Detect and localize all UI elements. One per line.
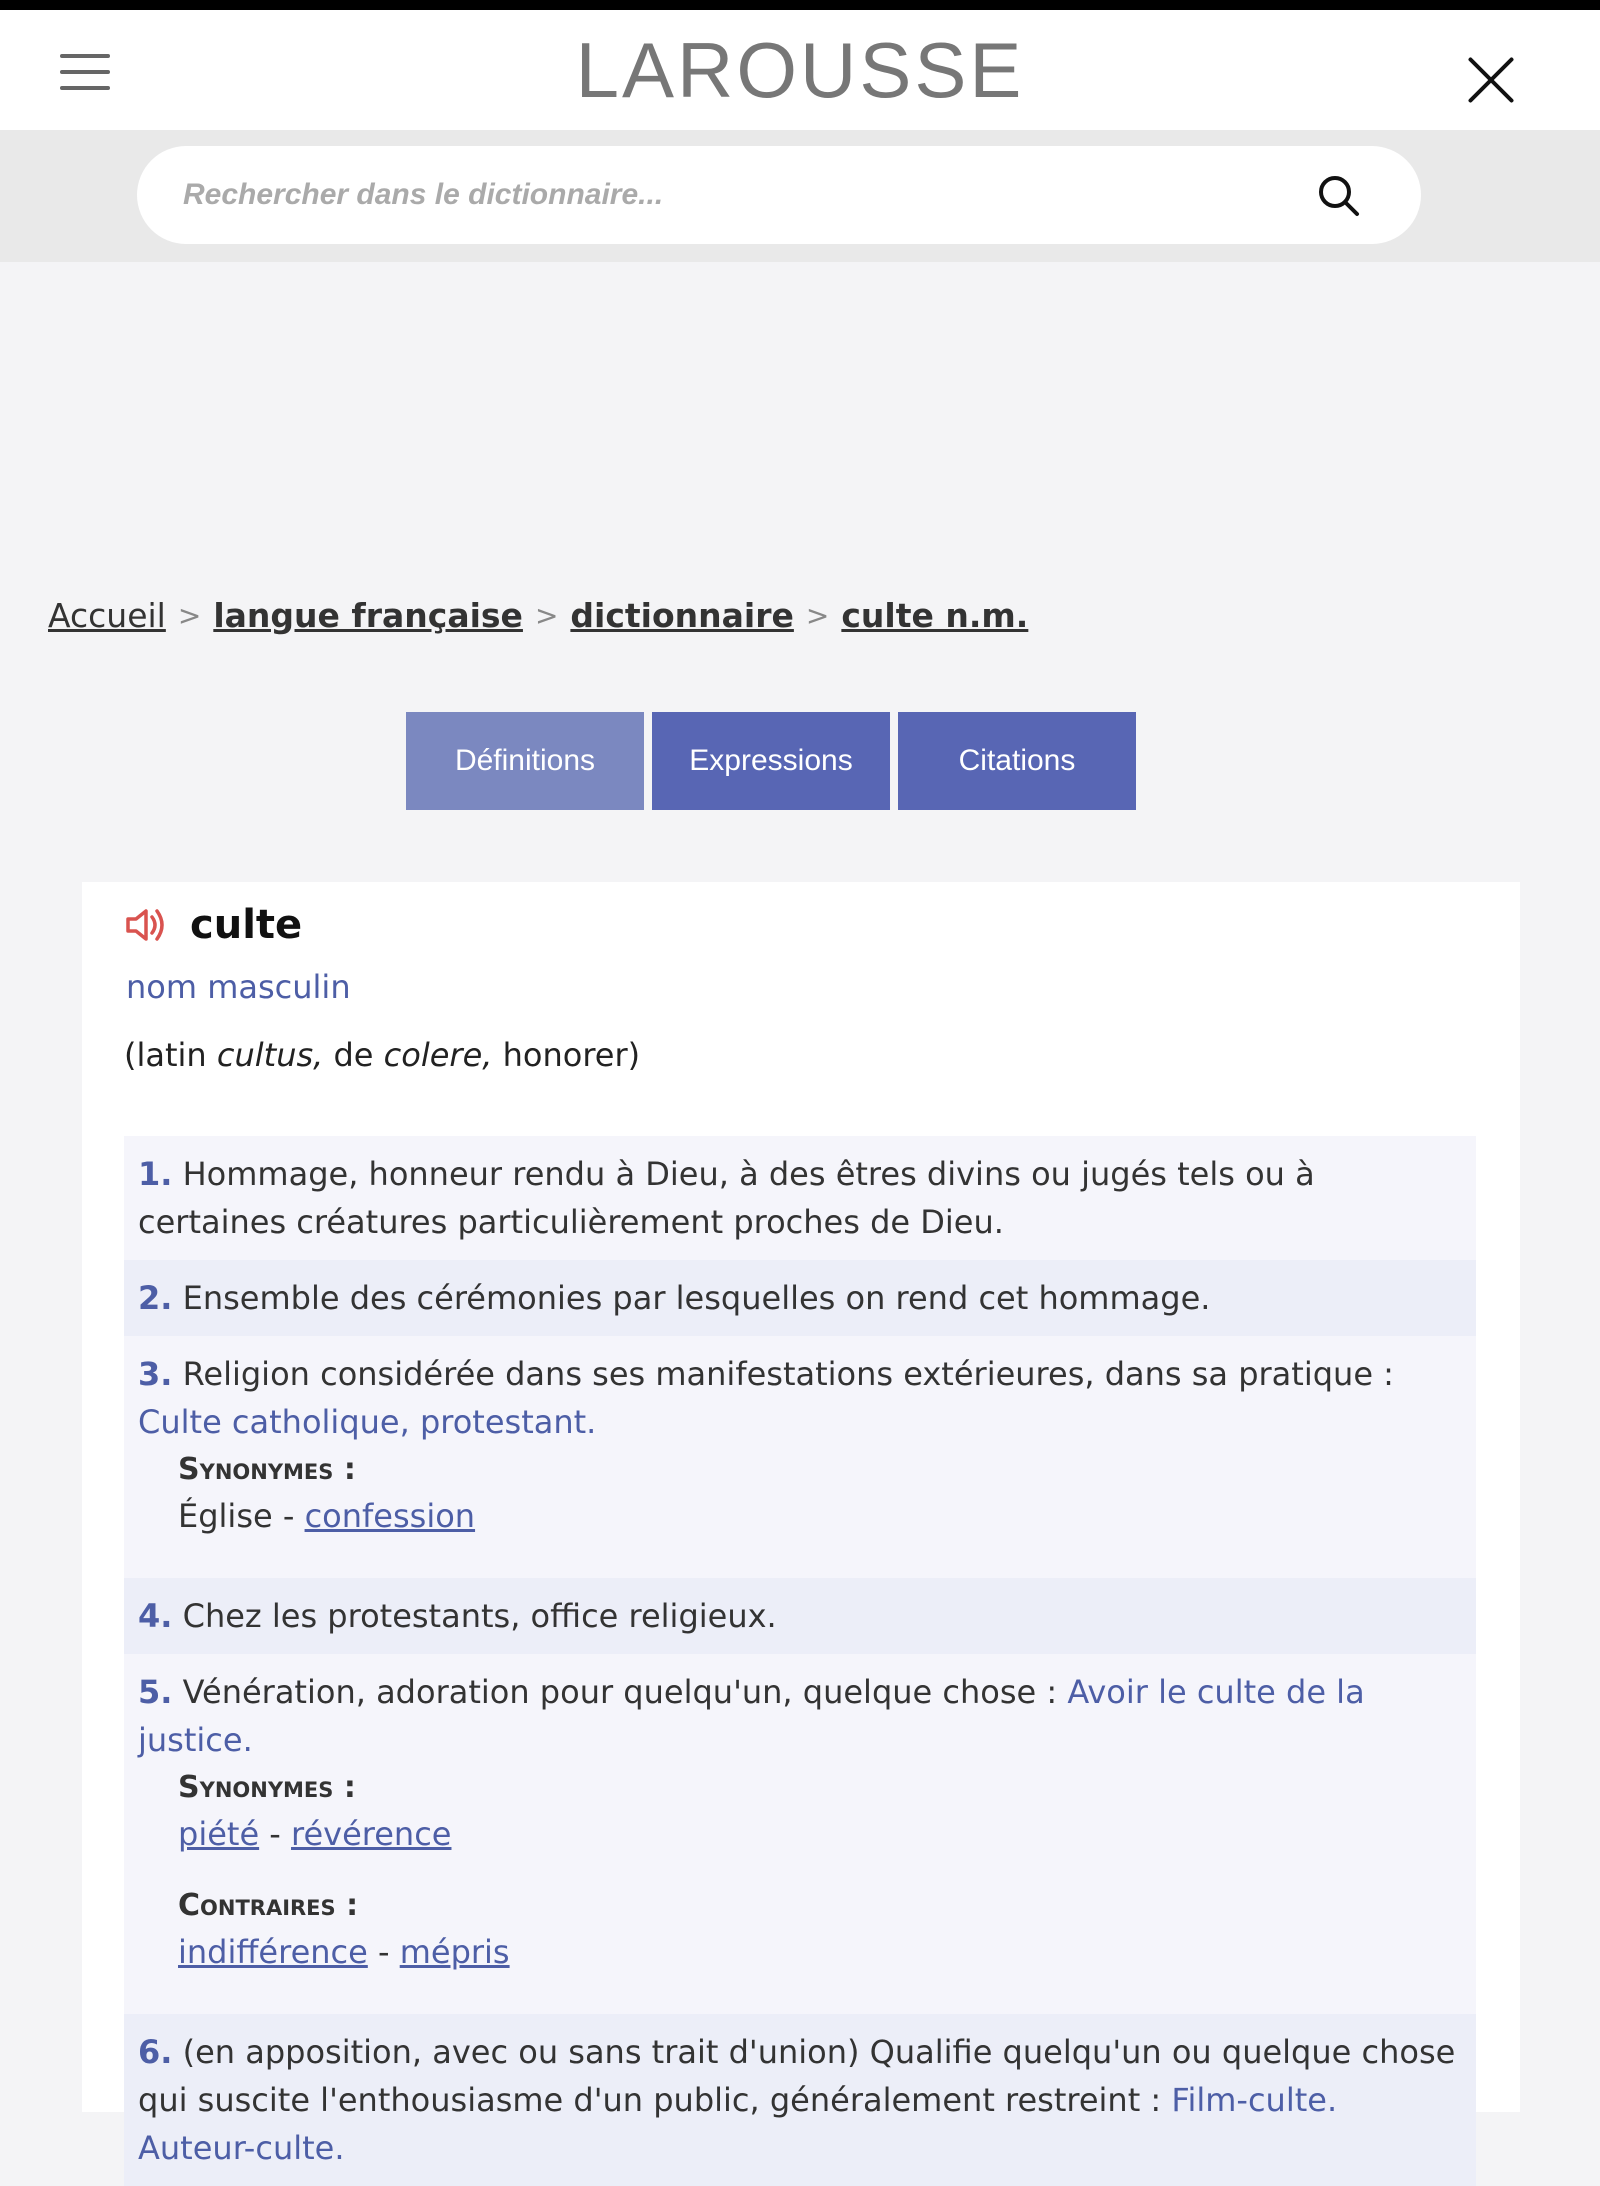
spacer (138, 1540, 1462, 1564)
definition-item (124, 1578, 1476, 1654)
tab-citations[interactable]: Citations (898, 712, 1136, 810)
close-icon[interactable] (1466, 55, 1516, 105)
search-input[interactable] (183, 170, 1283, 220)
synonyms-block (178, 1766, 1462, 1858)
synonyms-list (178, 1810, 1462, 1858)
etym-suffix: honorer) (492, 1036, 641, 1074)
definition-item (124, 1260, 1476, 1336)
larousse-logo[interactable]: LAROUSSE (575, 25, 1025, 114)
section-tabs (406, 712, 1136, 810)
hamburger-menu-icon[interactable] (58, 54, 114, 90)
antonym-link[interactable]: mépris (399, 1933, 510, 1971)
definition-example: Culte catholique, protestant. (138, 1403, 597, 1441)
definition-number: 1. (138, 1155, 173, 1193)
etym-term: colere, (383, 1036, 493, 1074)
definition-item (124, 1336, 1476, 1578)
synonyms-block (178, 1448, 1462, 1540)
spacer (138, 1976, 1462, 2000)
breadcrumb-separator: > (805, 598, 830, 632)
definition-example: Film-culte. Auteur-culte. (138, 2081, 1338, 2167)
definition-item (124, 1136, 1476, 1260)
search-icon[interactable] (1315, 172, 1363, 220)
site-header (0, 10, 1600, 130)
breadcrumb-langue-francaise[interactable]: langue française (213, 595, 523, 635)
definition-number: 2. (138, 1279, 173, 1317)
definition-example: Avoir le culte de la justice. (138, 1673, 1365, 1759)
synonyms-title: Synonymes : (178, 1452, 356, 1487)
speaker-icon[interactable] (124, 905, 168, 945)
antonyms-list (178, 1928, 1462, 1976)
breadcrumb-separator: > (177, 598, 202, 632)
breadcrumb-current-word[interactable]: culte n.m. (841, 595, 1029, 635)
synonyms-title: Synonymes : (178, 1770, 356, 1805)
antonym-link[interactable]: indifférence (178, 1933, 368, 1971)
spacer (138, 1858, 1462, 1882)
search-box (137, 146, 1421, 244)
synonym-link[interactable]: piété (178, 1815, 260, 1853)
definition-text: Chez les protestants, office religieux. (182, 1597, 777, 1635)
menu-line (60, 70, 110, 74)
list-separator: - (367, 1933, 400, 1971)
definition-text: Hommage, honneur rendu à Dieu, à des êtres divins ou jugés tels ou à certaines créatures particulièrement proches de Dieu. (138, 1155, 1315, 1241)
tab-definitions[interactable]: Définitions (406, 712, 644, 810)
tab-expressions[interactable]: Expressions (652, 712, 890, 810)
definition-text: Vénération, adoration pour quelqu'un, quelque chose : (182, 1673, 1068, 1711)
definition-item (124, 1654, 1476, 2014)
entry-content (82, 882, 1520, 2167)
list-separator: - (259, 1815, 292, 1853)
definition-number: 5. (138, 1673, 173, 1711)
etymology (124, 1036, 640, 1074)
definition-number: 4. (138, 1597, 173, 1635)
definition-number: 6. (138, 2033, 173, 2071)
etym-mid: de (323, 1036, 384, 1074)
etym-term: cultus, (216, 1036, 324, 1074)
synonym-link[interactable]: révérence (291, 1815, 452, 1853)
antonyms-title: Contraires : (178, 1888, 359, 1923)
breadcrumb-dictionnaire[interactable]: dictionnaire (570, 595, 794, 635)
etym-prefix: (latin (124, 1036, 217, 1074)
list-separator: - (272, 1497, 305, 1535)
menu-line (60, 54, 110, 58)
part-of-speech: nom masculin (126, 968, 351, 1006)
synonym-plain: Église (178, 1497, 273, 1535)
definition-item (124, 2014, 1476, 2186)
breadcrumb (48, 590, 1028, 640)
definition-text: Religion considérée dans ses manifestations extérieures, dans sa pratique : (182, 1355, 1394, 1393)
definition-text: Ensemble des cérémonies par lesquelles on rend cet hommage. (182, 1279, 1211, 1317)
headword (124, 902, 302, 948)
definition-text: (en apposition, avec ou sans trait d'union) Qualifie quelqu'un ou quelque chose qui suscite l'enthousiasme d'un public, généralement restreint : (138, 2033, 1456, 2119)
headword-text: culte (190, 902, 303, 948)
synonyms-list (178, 1492, 1462, 1540)
breadcrumb-separator: > (534, 598, 559, 632)
breadcrumb-home[interactable]: Accueil (48, 595, 166, 635)
top-status-bar (0, 0, 1600, 10)
menu-line (60, 86, 110, 90)
ad-space (0, 262, 1600, 562)
synonym-link[interactable]: confession (304, 1497, 476, 1535)
antonyms-block (178, 1884, 1462, 1976)
definition-number: 3. (138, 1355, 173, 1393)
search-band (0, 130, 1600, 262)
definitions-list (124, 1136, 1476, 2186)
